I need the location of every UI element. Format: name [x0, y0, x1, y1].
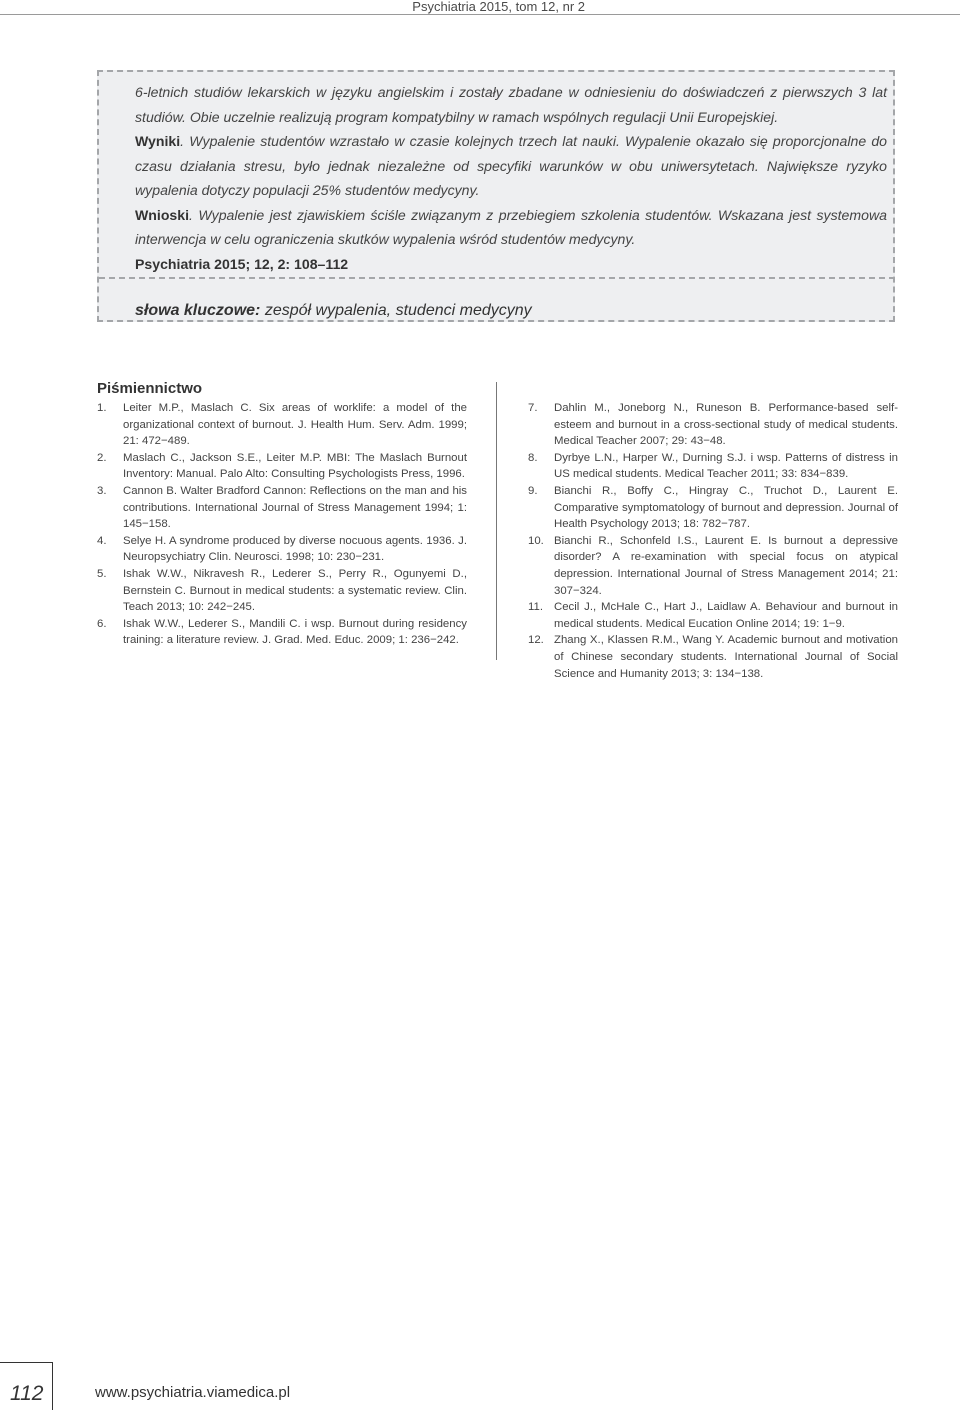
references-title: Piśmiennictwo — [97, 380, 203, 397]
footer-vertical-rule — [52, 1362, 53, 1410]
reference-item — [97, 616, 467, 649]
reference-item — [528, 450, 898, 483]
keywords-label: słowa kluczowe: — [135, 302, 261, 319]
reference-item — [528, 400, 898, 450]
reference-item — [528, 632, 898, 682]
reference-text: Bianchi R., Boffy C., Hingray C., Truchot D., Laurent E. Comparative symptomatology of burnout and depression. Journal of Health Psychology 2013; 18: 782−787. — [554, 484, 898, 531]
reference-number: 4. — [97, 534, 107, 547]
conclusions-label: Wnioski — [135, 206, 190, 223]
reference-number: 2. — [97, 451, 107, 464]
reference-number: 1. — [97, 402, 107, 414]
citation: Psychiatria 2015; 12, 2: 108–112 — [135, 255, 349, 272]
footer-rule — [0, 1362, 52, 1363]
reference-item — [97, 400, 467, 450]
reference-number: 3. — [97, 484, 107, 497]
results-label: Wyniki — [135, 133, 181, 149]
reference-text: Dahlin M., Joneborg N., Runeson B. Performance-based self-esteem and burnout in a cross-sectional study of medical students. Medical Teacher 2007; 29: 43−48. — [554, 402, 898, 448]
references-left-column — [97, 400, 467, 649]
abstract-intro: 6-letnich studiów lekarskich w języku angielskim i zostały zbadane w odniesieniu do doświadczeń z pierwszych 3 lat studiów. Obie uczelnie realizują program kompatybilny w ramach wspólnych regulacji Unii Europejskiej. — [135, 84, 887, 125]
reference-text: Dyrbye L.N., Harper W., Durning S.J. i wsp. Patterns of distress in US medical students. Medical Teacher 2011; 33: 834−839. — [554, 451, 898, 481]
keywords — [135, 302, 532, 320]
reference-number: 10. — [528, 534, 544, 547]
references-right-column — [528, 400, 898, 682]
reference-number: 8. — [528, 451, 538, 464]
running-head: Psychiatria 2015, tom 12, nr 2 — [412, 0, 585, 14]
reference-item — [528, 599, 898, 632]
reference-item — [97, 566, 467, 616]
reference-text: Selye H. A syndrome produced by diverse nocuous agents. 1936. J. Neuropsychiatry Clin. Neurosci. 1998; 10: 230−231. — [123, 534, 467, 564]
dashed-divider — [99, 277, 895, 279]
reference-number: 6. — [97, 617, 107, 630]
reference-text: Zhang X., Klassen R.M., Wang Y. Academic burnout and motivation of Chinese secondary students. International Journal of Social Science and Humanity 2013; 3: 134−138. — [554, 634, 898, 680]
reference-text: Bianchi R., Schonfeld I.S., Laurent E. Is burnout a depressive disorder? A re-examination with special focus on atypical depression. International Journal of Stress Management 2014; 21: 307−324. — [554, 534, 898, 597]
reference-item — [97, 483, 467, 533]
reference-number: 12. — [528, 634, 544, 647]
abstract-paragraph — [135, 80, 887, 252]
keywords-values: zespół wypalenia, studenci medycyny — [264, 302, 532, 319]
reference-number: 7. — [528, 402, 538, 414]
reference-number: 5. — [97, 567, 107, 580]
abstract-box — [97, 70, 895, 322]
reference-text: Cannon B. Walter Bradford Cannon: Reflections on the man and his contributions. International Journal of Stress Management 1994; 1: 145−158. — [123, 484, 467, 531]
reference-text: Leiter M.P., Maslach C. Six areas of worklife: a model of the organizational context of burnout. J. Health Hum. Serv. Adm. 1999; 21: 472−489. — [123, 402, 467, 448]
column-separator — [496, 382, 497, 660]
page-number: 112 — [10, 1382, 44, 1405]
reference-item — [528, 533, 898, 599]
footer-url[interactable]: www.psychiatria.viamedica.pl — [95, 1384, 291, 1401]
results-text: . Wypalenie studentów wzrastało w czasie kolejnych trzech lat nauki. Wypalenie okazało się proporcjonalne do czasu działania stresu, było jednak niezależne od specyfiki warunków w obu uniwersytetach. Największe ryzyko wypalenia dotyczy populacji 25% studentów medycyny. — [135, 133, 887, 198]
reference-item — [97, 450, 467, 483]
reference-text: Ishak W.W., Lederer S., Mandili C. i wsp. Burnout during residency training: a literature review. J. Grad. Med. Educ. 2009; 1: 236−242. — [123, 617, 467, 647]
reference-number: 11. — [528, 601, 543, 614]
conclusions-text: . Wypalenie jest zjawiskiem ściśle związanym z przebiegiem szkolenia studentów. Wskazana jest systemowa interwencja w celu ograniczenia skutków wypalenia wśród studentów medycyny. — [135, 206, 887, 247]
reference-text: Ishak W.W., Nikravesh R., Lederer S., Perry R., Ogunyemi D., Bernstein C. Burnout in medical students: a systematic review. Clin. Teach 2013; 10: 242−245. — [123, 567, 467, 614]
reference-item — [97, 533, 467, 566]
reference-text: Maslach C., Jackson S.E., Leiter M.P. MBI: The Maslach Burnout Inventory: Manual. Palo Alto: Consulting Psychologists Press, 1996. — [123, 451, 467, 481]
reference-text: Cecil J., McHale C., Hart J., Laidlaw A. Behaviour and burnout in medical students. Medical Eucation Online 2014; 19: 1−9. — [554, 601, 898, 630]
reference-item — [528, 483, 898, 533]
reference-number: 9. — [528, 484, 538, 497]
abstract-content — [135, 80, 887, 319]
